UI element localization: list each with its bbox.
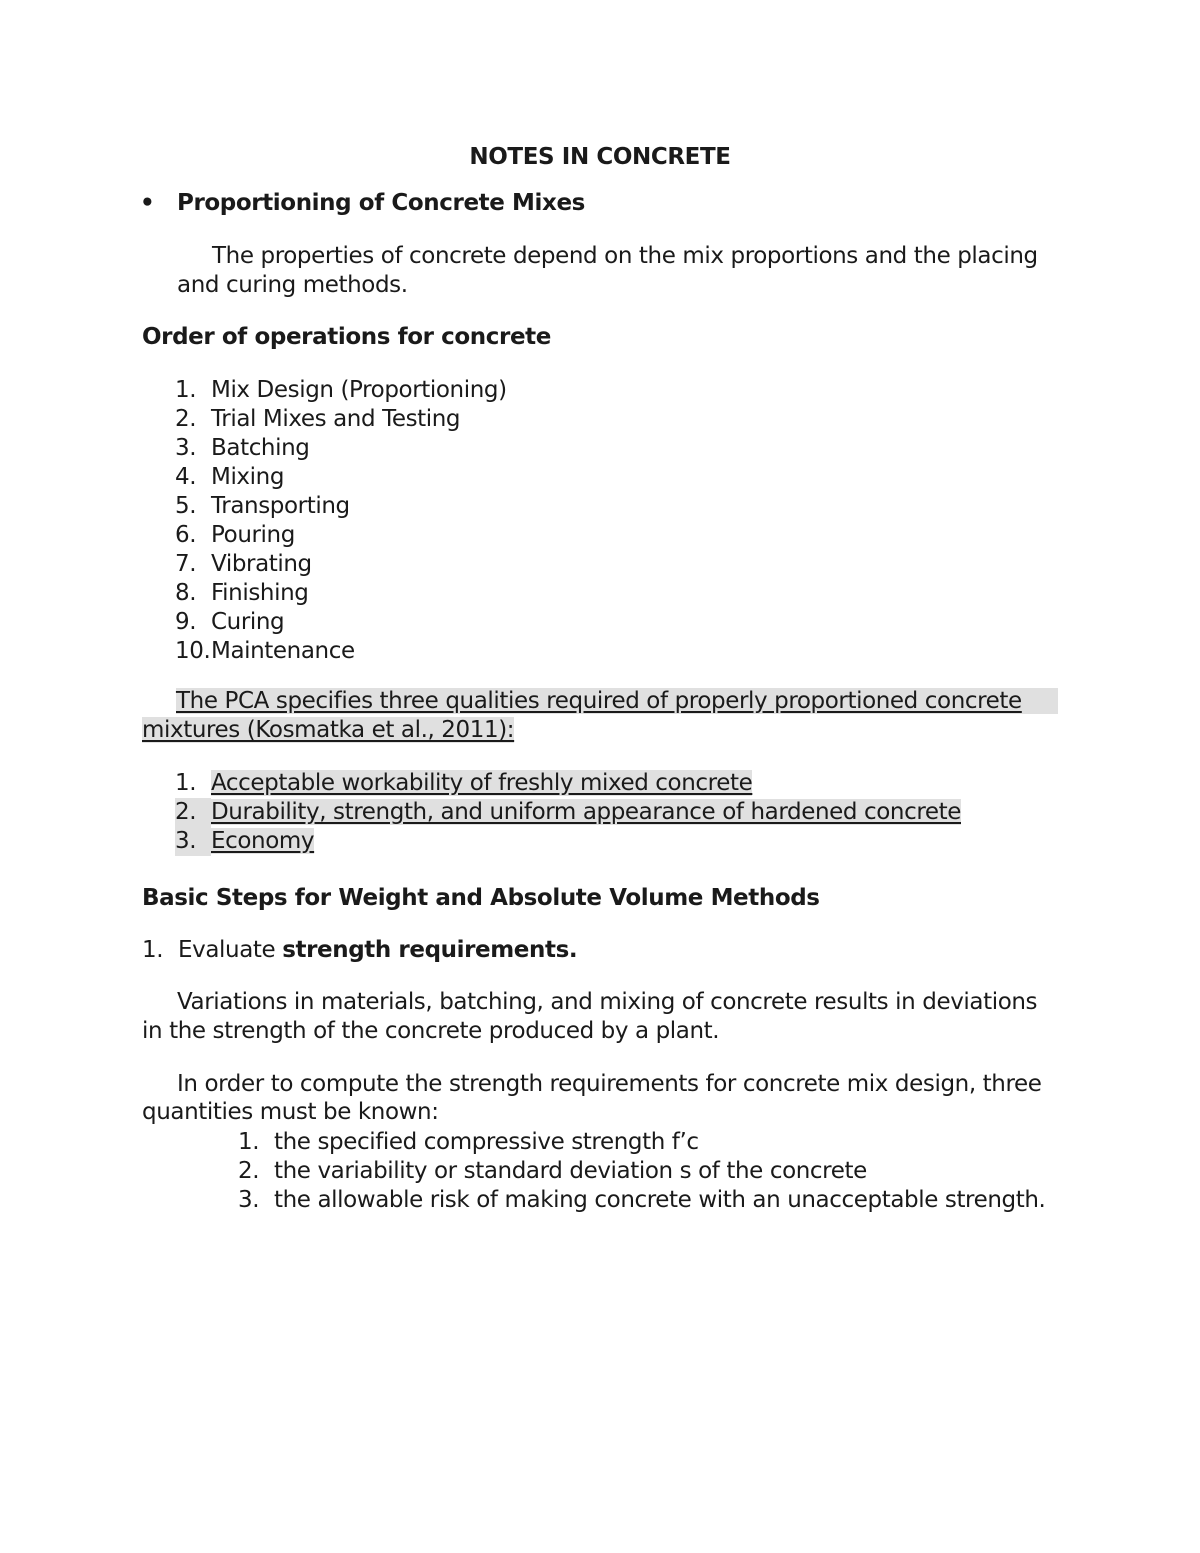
- list-item: 10.Maintenance: [175, 638, 355, 664]
- quantities-list: [238, 1128, 1045, 1215]
- variations-line-1: Variations in materials, batching, and mixing of concrete results in deviations: [177, 989, 1038, 1015]
- pca-line-1: The PCA specifies three qualities required of properly proportioned concrete: [176, 688, 1058, 714]
- variations-line-2: in the strength of the concrete produced by a plant.: [142, 1018, 720, 1044]
- list-item: 1. Mix Design (Proportioning): [175, 377, 507, 403]
- list-item: 1. Acceptable workability of freshly mixed concrete: [175, 770, 753, 796]
- order-heading: Order of operations for concrete: [142, 324, 551, 350]
- page-title: NOTES IN CONCRETE: [469, 144, 731, 170]
- step-1: 1. Evaluate strength requirements.: [142, 937, 578, 963]
- list-item: 2. Durability, strength, and uniform appearance of hardened concrete: [175, 799, 961, 825]
- list-item: 3. Economy: [175, 828, 315, 854]
- compute-line-1: In order to compute the strength requirements for concrete mix design, three: [177, 1071, 1042, 1097]
- intro-line-2: and curing methods.: [177, 272, 408, 298]
- list-item: 2. Trial Mixes and Testing: [175, 406, 461, 432]
- list-item: 3. Batching: [175, 435, 310, 461]
- intro-line-1: The properties of concrete depend on the mix proportions and the placing: [212, 243, 1038, 269]
- list-item: 1. the specified compressive strength f’c: [238, 1129, 699, 1155]
- list-item: 8. Finishing: [175, 580, 309, 606]
- list-item: 3. the allowable risk of making concrete with an unacceptable strength.: [238, 1187, 1046, 1213]
- steps-heading: Basic Steps for Weight and Absolute Volume Methods: [142, 885, 820, 911]
- list-item: 9. Curing: [175, 609, 285, 635]
- list-item: 7. Vibrating: [175, 551, 312, 577]
- qualities-list: [175, 769, 961, 856]
- compute-line-2: quantities must be known:: [142, 1099, 439, 1125]
- bullet-icon: •: [140, 190, 155, 216]
- list-item: 4. Mixing: [175, 464, 285, 490]
- list-item: 6. Pouring: [175, 522, 295, 548]
- pca-line-2: mixtures (Kosmatka et al., 2011):: [142, 717, 515, 743]
- bullet-heading: • Proportioning of Concrete Mixes: [140, 190, 585, 216]
- operations-list: [175, 376, 507, 666]
- list-item: 5. Transporting: [175, 493, 350, 519]
- list-item: 2. the variability or standard deviation s of the concrete: [238, 1158, 867, 1184]
